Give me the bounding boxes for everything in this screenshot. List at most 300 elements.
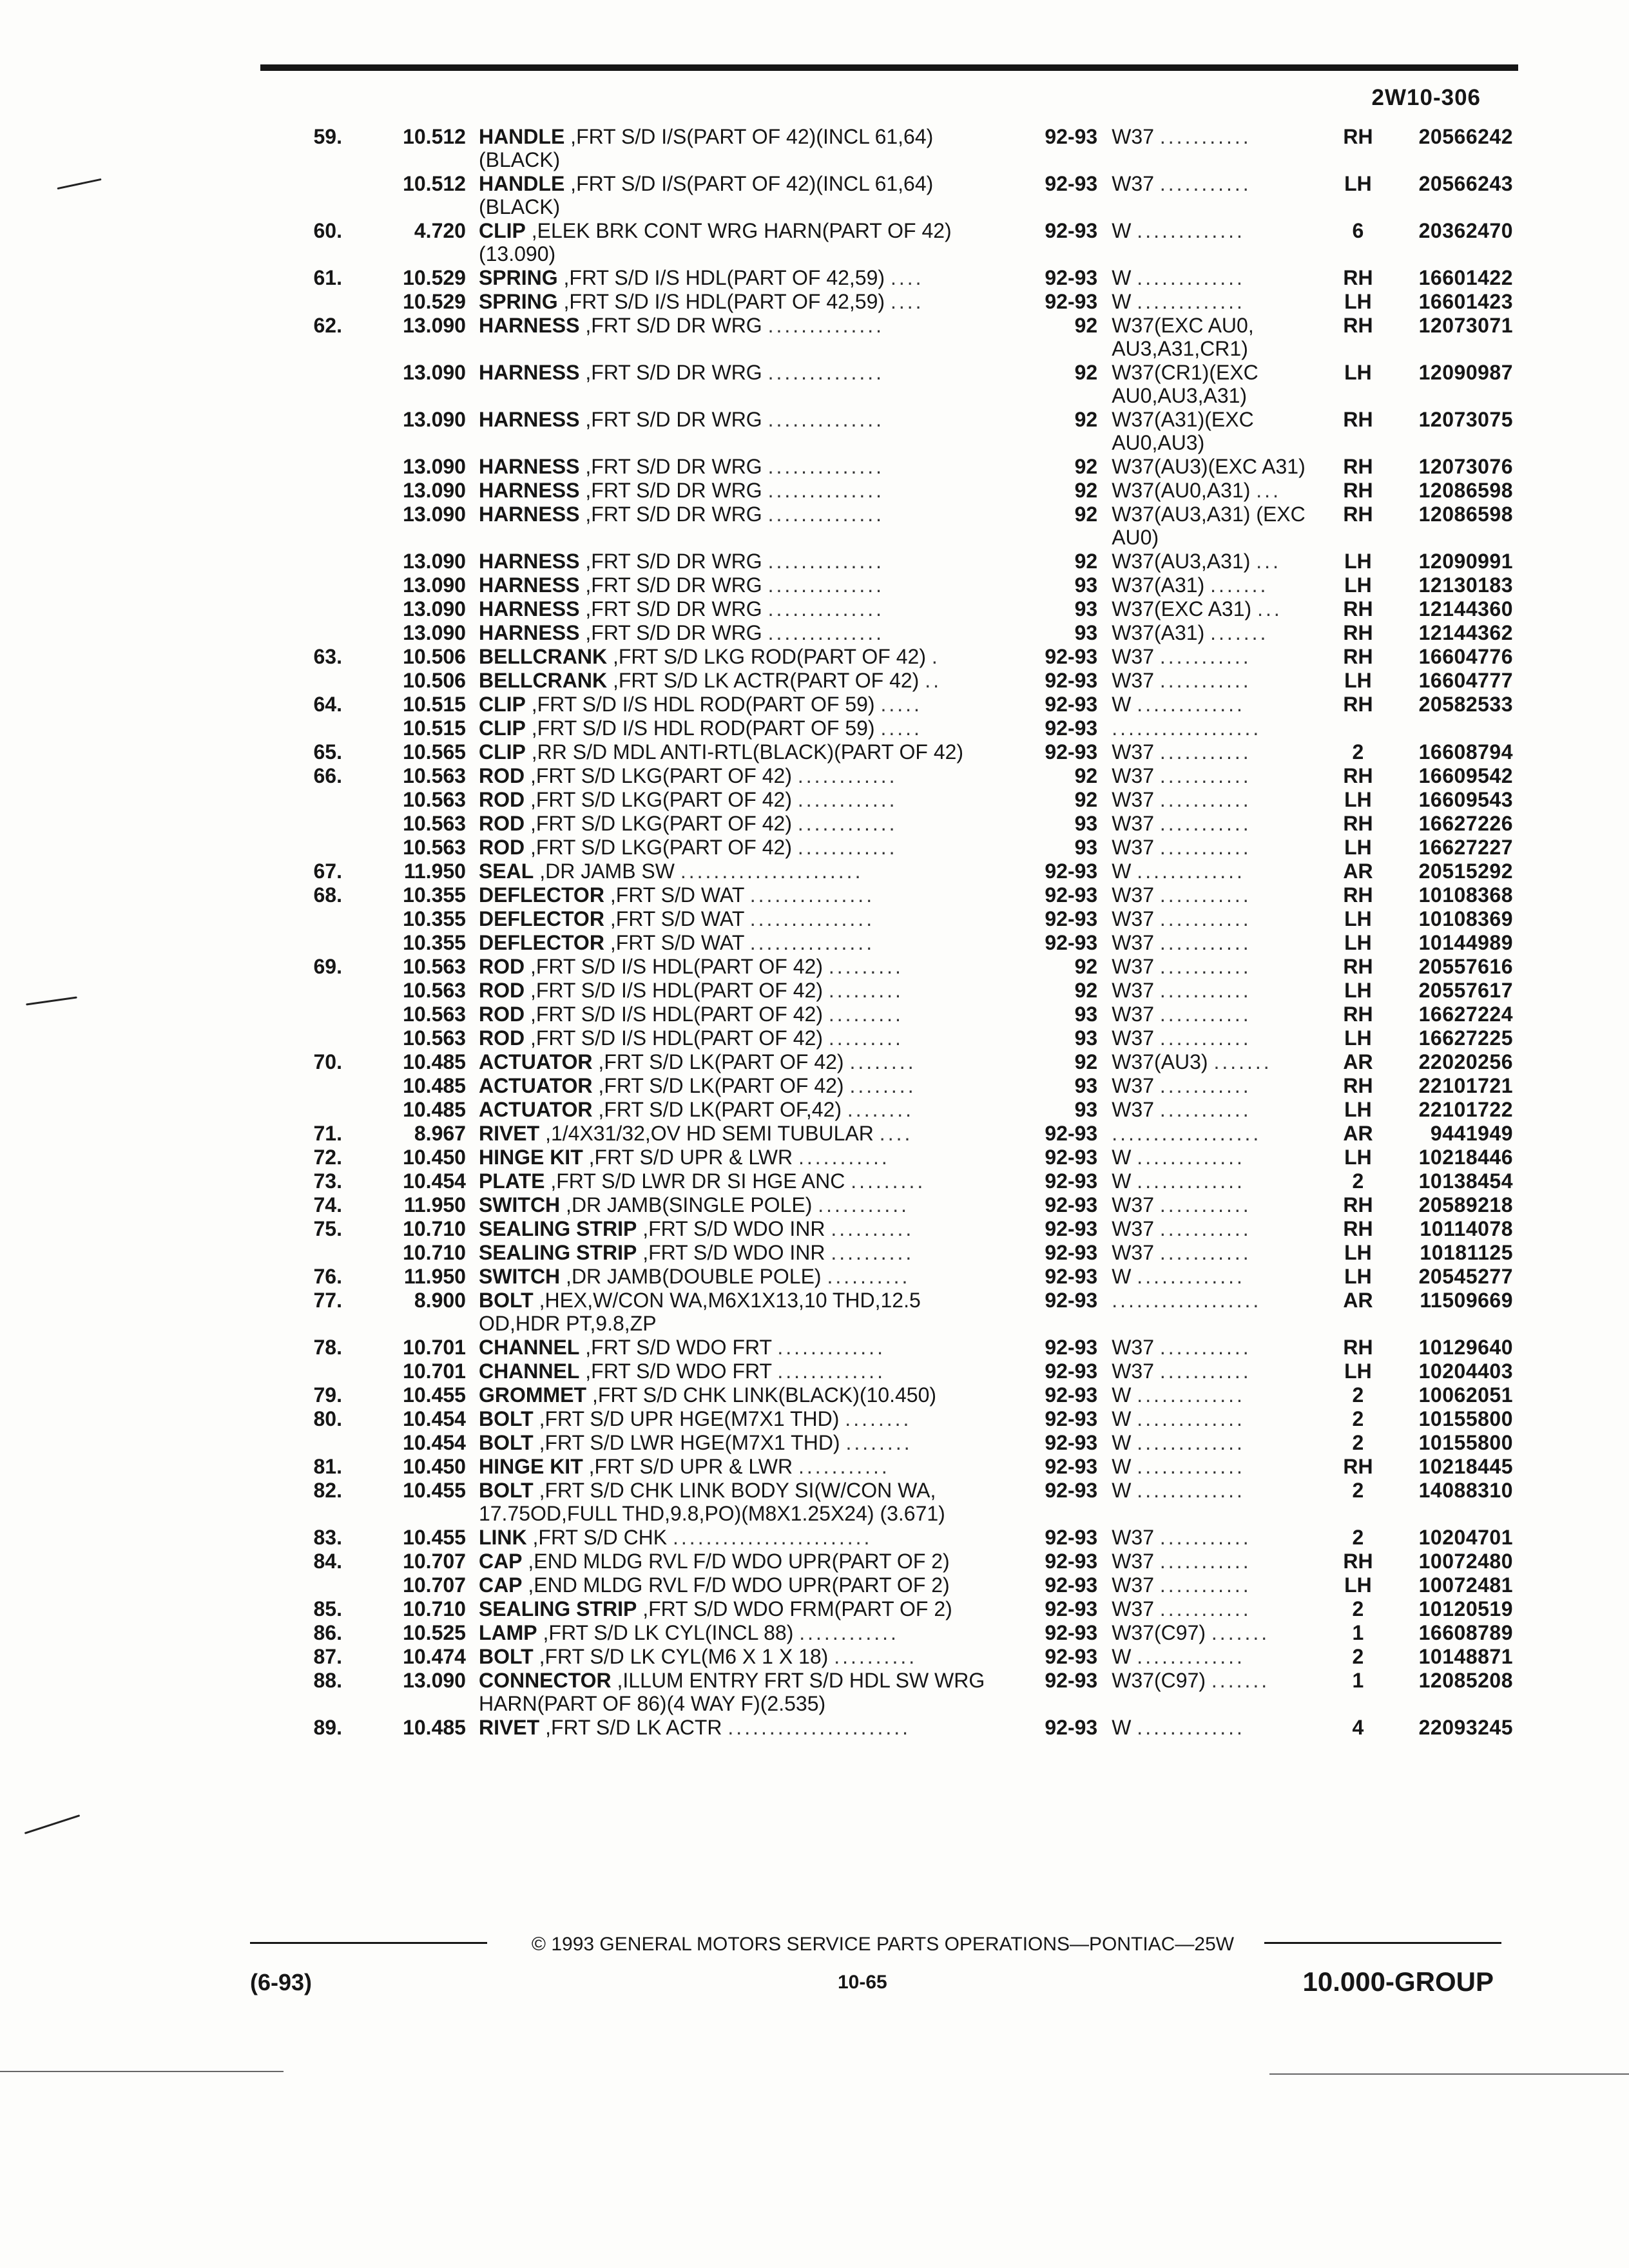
group-number: 10.565 <box>403 740 466 764</box>
group-number: 10.529 <box>403 266 466 289</box>
group-number: 10.525 <box>403 1621 466 1644</box>
part-number: 20557617 <box>1418 979 1513 1002</box>
part-number: 10120519 <box>1418 1597 1513 1620</box>
leader-dots: ............. <box>1137 266 1245 289</box>
part-number: 20362470 <box>1418 219 1513 242</box>
part-number: 22093245 <box>1418 1716 1513 1739</box>
part-name: ROD <box>478 979 525 1002</box>
leader-dots: ....... <box>1211 1621 1270 1644</box>
table-row <box>284 883 1513 907</box>
model-text: W37 <box>1112 1003 1154 1026</box>
quantity: RH <box>1343 455 1373 478</box>
quantity: 2 <box>1352 1597 1364 1620</box>
part-name: ACTUATOR <box>478 1074 593 1097</box>
figure-number: 67. <box>313 860 342 883</box>
model-text: W37 <box>1112 1526 1154 1549</box>
description <box>466 1265 1000 1289</box>
leader-dots: .................. <box>1112 716 1262 740</box>
figure-number <box>284 550 342 573</box>
quantity: AR <box>1343 1289 1373 1312</box>
part-number: 16601423 <box>1418 290 1513 313</box>
description <box>466 1050 1000 1074</box>
part-detail: ,FRT S/D DR WRG <box>585 621 762 644</box>
group-number: 10.485 <box>403 1050 466 1073</box>
part-detail: ,FRT S/D DR WRG <box>585 503 762 526</box>
quantity: RH <box>1343 314 1373 337</box>
part-name: RIVET <box>478 1716 540 1739</box>
parts-table <box>284 125 1513 1740</box>
part-number: 10108368 <box>1418 883 1513 907</box>
model-years: 92-93 <box>1045 1669 1098 1692</box>
model-code <box>1097 597 1332 621</box>
part-name: ROD <box>478 812 525 835</box>
part-number: 10144989 <box>1418 931 1513 954</box>
part-number: 12090987 <box>1418 361 1513 384</box>
model-years: 92-93 <box>1045 125 1098 148</box>
leader-dots: . <box>931 645 940 668</box>
part-number: 16608789 <box>1418 1621 1513 1644</box>
model-years: 92-93 <box>1045 1550 1098 1573</box>
model-code <box>1097 1716 1332 1740</box>
leader-dots: ........... <box>1159 907 1251 930</box>
part-name: HINGE KIT <box>478 1455 583 1478</box>
leader-dots: ............. <box>1137 693 1245 716</box>
part-number: 20582533 <box>1418 693 1513 716</box>
figure-number <box>284 669 342 693</box>
table-row <box>284 955 1513 979</box>
model-years: 92-93 <box>1045 1289 1098 1312</box>
quantity: LH <box>1344 1265 1372 1288</box>
quantity: RH <box>1343 1003 1373 1026</box>
model-text: W37(EXC A31) <box>1112 597 1252 620</box>
part-detail: ,FRT S/D UPR & LWR <box>588 1146 793 1169</box>
figure-number <box>284 621 342 645</box>
leader-dots: ......... <box>851 1169 926 1193</box>
table-row <box>284 1597 1513 1621</box>
table-row <box>284 1383 1513 1407</box>
leader-dots: ........... <box>1159 788 1251 811</box>
description <box>466 693 1000 716</box>
part-number: 12144362 <box>1418 621 1513 644</box>
figure-number: 81. <box>313 1455 342 1478</box>
leader-dots: ............. <box>777 1360 885 1383</box>
part-name: SEALING STRIP <box>478 1597 637 1620</box>
model-years: 93 <box>1074 597 1098 620</box>
description <box>466 812 1000 836</box>
figure-number <box>284 361 342 408</box>
model-text: W37(A31) <box>1112 573 1205 597</box>
figure-number: 62. <box>313 314 342 337</box>
figure-number: 66. <box>313 764 342 787</box>
model-text: W <box>1112 1645 1132 1668</box>
model-code <box>1097 172 1332 219</box>
model-code <box>1097 764 1332 788</box>
model-code <box>1097 266 1332 290</box>
leader-dots: ............. <box>1137 1407 1245 1430</box>
quantity: LH <box>1344 669 1372 692</box>
model-text: W37 <box>1112 1241 1154 1264</box>
part-number: 22101721 <box>1418 1074 1513 1097</box>
model-code <box>1097 314 1332 361</box>
group-number: 13.090 <box>403 550 466 573</box>
description <box>466 1217 1000 1241</box>
group-number: 10.707 <box>403 1550 466 1573</box>
model-years: 92-93 <box>1045 1383 1098 1407</box>
leader-dots: .............. <box>767 455 885 478</box>
model-years: 92-93 <box>1045 1479 1098 1502</box>
model-code <box>1097 1383 1332 1407</box>
part-detail: ,FRT S/D DR WRG <box>585 573 762 597</box>
model-code <box>1097 550 1332 573</box>
leader-dots: ........ <box>845 1431 912 1454</box>
quantity: 1 <box>1352 1621 1364 1644</box>
part-detail: ,FRT S/D WDO FRM(PART OF 2) <box>642 1597 952 1620</box>
quantity: RH <box>1343 621 1373 644</box>
group-number: 11.950 <box>403 1193 466 1216</box>
part-name: HARNESS <box>478 550 580 573</box>
figure-number: 89. <box>313 1716 342 1739</box>
part-detail: ,FRT S/D CHK LINK(BLACK)(10.450) <box>592 1383 937 1407</box>
description <box>466 907 1000 931</box>
model-years: 92-93 <box>1045 1360 1098 1383</box>
description <box>466 955 1000 979</box>
part-detail: ,FRT S/D CHK LINK BODY SI(W/CON WA, 17.75OD,FULL THD,9.8,PO)(M8X1.25X24) (3.671) <box>478 1479 945 1525</box>
figure-number: 87. <box>313 1645 342 1668</box>
quantity: 2 <box>1352 1479 1364 1502</box>
leader-dots: ........... <box>1159 1241 1251 1264</box>
leader-dots: ............. <box>1137 1146 1245 1169</box>
table-row <box>284 1098 1513 1122</box>
footer-group: 10.000-GROUP <box>1302 1966 1494 1997</box>
group-number: 10.485 <box>403 1716 466 1739</box>
leader-dots: ........... <box>1159 836 1251 859</box>
part-number: 10138454 <box>1418 1169 1513 1193</box>
model-code <box>1097 716 1332 740</box>
leader-dots: ............. <box>1137 1645 1245 1668</box>
group-number: 10.455 <box>403 1479 466 1502</box>
group-number: 10.563 <box>403 979 466 1002</box>
table-row <box>284 1336 1513 1360</box>
table-row <box>284 314 1513 361</box>
part-detail: ,FRT S/D WDO INR <box>642 1241 825 1264</box>
figure-number <box>284 1360 342 1383</box>
model-code <box>1097 1265 1332 1289</box>
leader-dots: ........ <box>849 1050 916 1073</box>
model-code <box>1097 693 1332 716</box>
model-text: W <box>1112 1407 1132 1430</box>
model-years: 93 <box>1074 1003 1098 1026</box>
description <box>466 290 1000 314</box>
part-detail: ,FRT S/D DR WRG <box>585 314 762 337</box>
model-text: W37 <box>1112 1098 1154 1121</box>
model-code <box>1097 1550 1332 1573</box>
model-years: 92-93 <box>1045 693 1098 716</box>
table-row <box>284 550 1513 573</box>
part-detail: ,DR JAMB(DOUBLE POLE) <box>566 1265 822 1288</box>
figure-number <box>284 716 342 740</box>
part-name: SEALING STRIP <box>478 1217 637 1240</box>
model-code <box>1097 1289 1332 1336</box>
quantity: RH <box>1343 1550 1373 1573</box>
group-number: 10.485 <box>403 1098 466 1121</box>
model-years: 92-93 <box>1045 1407 1098 1430</box>
part-number: 12073075 <box>1418 408 1513 431</box>
part-name: HARNESS <box>478 408 580 431</box>
description <box>466 361 1000 408</box>
part-name: HARNESS <box>478 361 580 384</box>
figure-number: 68. <box>313 883 342 907</box>
model-code <box>1097 740 1332 764</box>
figure-number: 63. <box>313 645 342 668</box>
figure-number: 88. <box>313 1669 342 1692</box>
leader-dots: .............. <box>767 597 885 620</box>
model-years: 92-93 <box>1045 1336 1098 1359</box>
part-name: ROD <box>478 1003 525 1026</box>
figure-number <box>284 1241 342 1265</box>
leader-dots: ........... <box>1159 955 1251 978</box>
part-detail: ,FRT S/D UPR HGE(M7X1 THD) <box>539 1407 840 1430</box>
description <box>466 1431 1000 1455</box>
group-number: 10.450 <box>403 1455 466 1478</box>
group-number: 4.720 <box>414 219 466 242</box>
model-text: W <box>1112 1383 1132 1407</box>
part-detail: ,FRT S/D DR WRG <box>585 361 762 384</box>
part-detail: ,FRT S/D LKG(PART OF 42) <box>530 812 792 835</box>
part-number: 10218446 <box>1418 1146 1513 1169</box>
leader-dots: .............. <box>767 361 885 384</box>
figure-number: 83. <box>313 1526 342 1549</box>
part-name: CLIP <box>478 740 526 764</box>
description <box>466 503 1000 550</box>
part-number: 20589218 <box>1418 1193 1513 1216</box>
table-row <box>284 1265 1513 1289</box>
model-years: 92-93 <box>1045 1169 1098 1193</box>
figure-number <box>284 1573 342 1597</box>
group-number: 10.455 <box>403 1526 466 1549</box>
table-row <box>284 1217 1513 1241</box>
leader-dots: ....... <box>1210 573 1269 597</box>
part-detail: ,ELEK BRK CONT WRG HARN(PART OF 42)(13.090) <box>478 219 952 265</box>
description <box>466 979 1000 1003</box>
model-text: W <box>1112 1716 1132 1739</box>
model-text: W37 <box>1112 1360 1154 1383</box>
model-code <box>1097 1217 1332 1241</box>
model-years: 92 <box>1074 361 1098 384</box>
part-name: ROD <box>478 1026 525 1050</box>
part-number: 9441949 <box>1430 1122 1513 1145</box>
leader-dots: ........... <box>1159 1217 1251 1240</box>
table-row <box>284 1026 1513 1050</box>
group-number: 10.710 <box>403 1241 466 1264</box>
leader-dots: ........ <box>849 1074 916 1097</box>
model-years: 92-93 <box>1045 1193 1098 1216</box>
part-name: HARNESS <box>478 597 580 620</box>
part-name: ACTUATOR <box>478 1098 593 1121</box>
part-number <box>1384 716 1513 740</box>
description <box>466 1479 1000 1526</box>
table-row <box>284 1193 1513 1217</box>
table-row <box>284 1003 1513 1026</box>
model-years: 92-93 <box>1045 860 1098 883</box>
description <box>466 716 1000 740</box>
leader-dots: .............. <box>767 479 885 502</box>
part-name: SEALING STRIP <box>478 1241 637 1264</box>
leader-dots: ........... <box>1159 1550 1251 1573</box>
table-row <box>284 1241 1513 1265</box>
leader-dots: ............ <box>797 836 898 859</box>
model-text: W37 <box>1112 740 1154 764</box>
description <box>466 1289 1000 1336</box>
quantity: RH <box>1343 812 1373 835</box>
leader-dots: .......... <box>834 1645 918 1668</box>
part-detail: ,FRT S/D LK CYL(M6 X 1 X 18) <box>539 1645 829 1668</box>
description <box>466 1169 1000 1193</box>
model-years: 93 <box>1074 1026 1098 1050</box>
description <box>466 408 1000 455</box>
leader-dots: ............ <box>797 764 898 787</box>
part-number: 16608794 <box>1418 740 1513 764</box>
model-years: 92-93 <box>1045 290 1098 313</box>
table-row <box>284 621 1513 645</box>
part-name: SPRING <box>478 290 558 313</box>
table-row <box>284 740 1513 764</box>
part-name: HARNESS <box>478 621 580 644</box>
part-detail: ,FRT S/D LKG ROD(PART OF 42) <box>612 645 926 668</box>
model-code <box>1097 1573 1332 1597</box>
model-text: W37(C97) <box>1112 1621 1206 1644</box>
part-name: BOLT <box>478 1479 534 1502</box>
description <box>466 1122 1000 1146</box>
bottom-scan-line <box>1269 2073 1629 2075</box>
model-years: 92-93 <box>1045 1146 1098 1169</box>
group-number: 10.355 <box>403 883 466 907</box>
part-name: ACTUATOR <box>478 1050 593 1073</box>
figure-number: 84. <box>313 1550 342 1573</box>
quantity: LH <box>1344 290 1372 313</box>
quantity: 2 <box>1352 1431 1364 1454</box>
figure-number: 78. <box>313 1336 342 1359</box>
model-text: W37 <box>1112 1573 1154 1597</box>
part-number: 14088310 <box>1418 1479 1513 1502</box>
quantity: LH <box>1344 361 1372 384</box>
model-text: W <box>1112 1479 1132 1502</box>
part-detail: ,FRT S/D UPR & LWR <box>588 1455 793 1478</box>
model-code <box>1097 290 1332 314</box>
part-number: 16609542 <box>1418 764 1513 787</box>
description <box>466 1645 1000 1669</box>
part-name: HANDLE <box>478 125 565 148</box>
part-detail: ,FRT S/D I/S(PART OF 42)(INCL 61,64) (BLACK) <box>478 172 934 218</box>
quantity: 1 <box>1352 1669 1364 1692</box>
part-name: CHANNEL <box>478 1336 580 1359</box>
table-row <box>284 125 1513 172</box>
model-text: W37 <box>1112 883 1154 907</box>
model-text: W37 <box>1112 1550 1154 1573</box>
part-name: ROD <box>478 836 525 859</box>
model-years: 92-93 <box>1045 1455 1098 1478</box>
description <box>466 597 1000 621</box>
model-text: W37 <box>1112 764 1154 787</box>
model-years: 92-93 <box>1045 1122 1098 1145</box>
model-text: W37 <box>1112 788 1154 811</box>
model-text: W37 <box>1112 931 1154 954</box>
part-number: 22101722 <box>1418 1098 1513 1121</box>
model-years: 92-93 <box>1045 1621 1098 1644</box>
table-row <box>284 1360 1513 1383</box>
group-number: 13.090 <box>403 408 466 431</box>
part-detail: ,FRT S/D LWR HGE(M7X1 THD) <box>539 1431 840 1454</box>
figure-number: 80. <box>313 1407 342 1430</box>
group-number: 10.563 <box>403 955 466 978</box>
part-number: 16627227 <box>1418 836 1513 859</box>
group-number: 10.506 <box>403 669 466 692</box>
model-text: W <box>1112 1169 1132 1193</box>
quantity: RH <box>1343 693 1373 716</box>
model-years: 92 <box>1074 408 1098 431</box>
quantity: AR <box>1343 1122 1373 1145</box>
quantity: RH <box>1343 955 1373 978</box>
model-years: 92-93 <box>1045 740 1098 764</box>
figure-number: 86. <box>313 1621 342 1644</box>
group-number: 10.450 <box>403 1146 466 1169</box>
part-number: 16604776 <box>1418 645 1513 668</box>
model-years: 92-93 <box>1045 219 1098 242</box>
description <box>466 1526 1000 1550</box>
model-text: W37(AU3) <box>1112 1050 1208 1073</box>
description <box>466 1621 1000 1645</box>
model-code <box>1097 645 1332 669</box>
part-number: 10114078 <box>1420 1217 1513 1240</box>
model-years: 92-93 <box>1045 172 1098 195</box>
figure-number <box>284 1026 342 1050</box>
description <box>466 266 1000 290</box>
model-code <box>1097 931 1332 955</box>
model-text: W37(AU0,A31) <box>1112 479 1251 502</box>
description <box>466 314 1000 361</box>
part-number: 12086598 <box>1418 503 1513 526</box>
description <box>466 1026 1000 1050</box>
figure-number: 71. <box>313 1122 342 1145</box>
part-detail: ,FRT S/D LK ACTR <box>545 1716 722 1739</box>
group-number: 8.900 <box>414 1289 466 1312</box>
model-text: W37(AU3,A31) (EXC AU0) <box>1112 503 1306 549</box>
model-years: 92 <box>1074 979 1098 1002</box>
table-row <box>284 1289 1513 1336</box>
figure-number <box>284 479 342 503</box>
table-row <box>284 931 1513 955</box>
quantity: LH <box>1344 1026 1372 1050</box>
footer-copyright: © 1993 GENERAL MOTORS SERVICE PARTS OPERATIONS—PONTIAC—25W <box>531 1934 1235 1955</box>
part-name: ROD <box>478 955 525 978</box>
model-years: 92-93 <box>1045 669 1098 692</box>
part-detail: ,FRT S/D WDO FRT <box>585 1336 772 1359</box>
margin-mark <box>57 178 101 189</box>
description <box>466 1193 1000 1217</box>
model-text: W37 <box>1112 1336 1154 1359</box>
quantity: 2 <box>1352 1407 1364 1430</box>
leader-dots: ..... <box>880 693 922 716</box>
description <box>466 573 1000 597</box>
quantity: RH <box>1343 408 1373 431</box>
description <box>466 669 1000 693</box>
leader-dots: ............. <box>1137 1169 1245 1193</box>
leader-dots: ......... <box>828 1026 903 1050</box>
part-number: 20566242 <box>1418 125 1513 148</box>
part-name: CHANNEL <box>478 1360 580 1383</box>
quantity: LH <box>1344 979 1372 1002</box>
description <box>466 1098 1000 1122</box>
leader-dots: ............... <box>749 883 875 907</box>
